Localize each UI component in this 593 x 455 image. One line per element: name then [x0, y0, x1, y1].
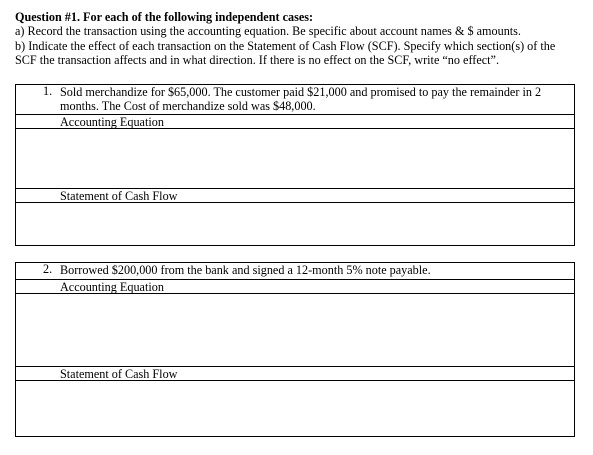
case-1-scf-label: Statement of Cash Flow	[16, 189, 574, 203]
case-1-table	[15, 84, 575, 246]
question-header	[15, 10, 590, 68]
case-1-prompt	[16, 85, 574, 115]
case-2-number: 2.	[43, 262, 53, 276]
instruction-b-line2: SCF the transaction affects and in what direction. If there is no effect on the SCF, write “no effect”.	[15, 53, 500, 68]
case-2-equation-label: Accounting Equation	[16, 280, 574, 294]
case-1-equation-answer-area[interactable]	[16, 129, 574, 189]
instruction-b-line1: b) Indicate the effect of each transaction on the Statement of Cash Flow (SCF). Specify which section(s) of the	[15, 38, 556, 53]
case-2-equation-answer-area[interactable]	[16, 294, 574, 367]
case-2-prompt	[16, 263, 574, 280]
case-1-equation-label: Accounting Equation	[16, 115, 574, 129]
case-1-text-line2: months. The Cost of merchandize sold was $48,000.	[60, 98, 316, 113]
case-1-number: 1.	[43, 84, 53, 98]
case-1-scf-answer-area[interactable]	[16, 203, 574, 246]
case-2-scf-answer-area[interactable]	[16, 381, 574, 437]
case-2-text-line1: Borrowed $200,000 from the bank and signed a 12-month 5% note payable.	[60, 263, 431, 277]
case-2-scf-label: Statement of Cash Flow	[16, 367, 574, 381]
question-title: Question #1. For each of the following independent cases:	[15, 10, 314, 24]
case-1-text-line1: Sold merchandize for $65,000. The customer paid $21,000 and promised to pay the remainder in 2	[60, 85, 542, 99]
case-2-table	[15, 262, 575, 437]
instruction-a: a) Record the transaction using the accounting equation. Be specific about account names & $ amounts.	[15, 24, 521, 39]
